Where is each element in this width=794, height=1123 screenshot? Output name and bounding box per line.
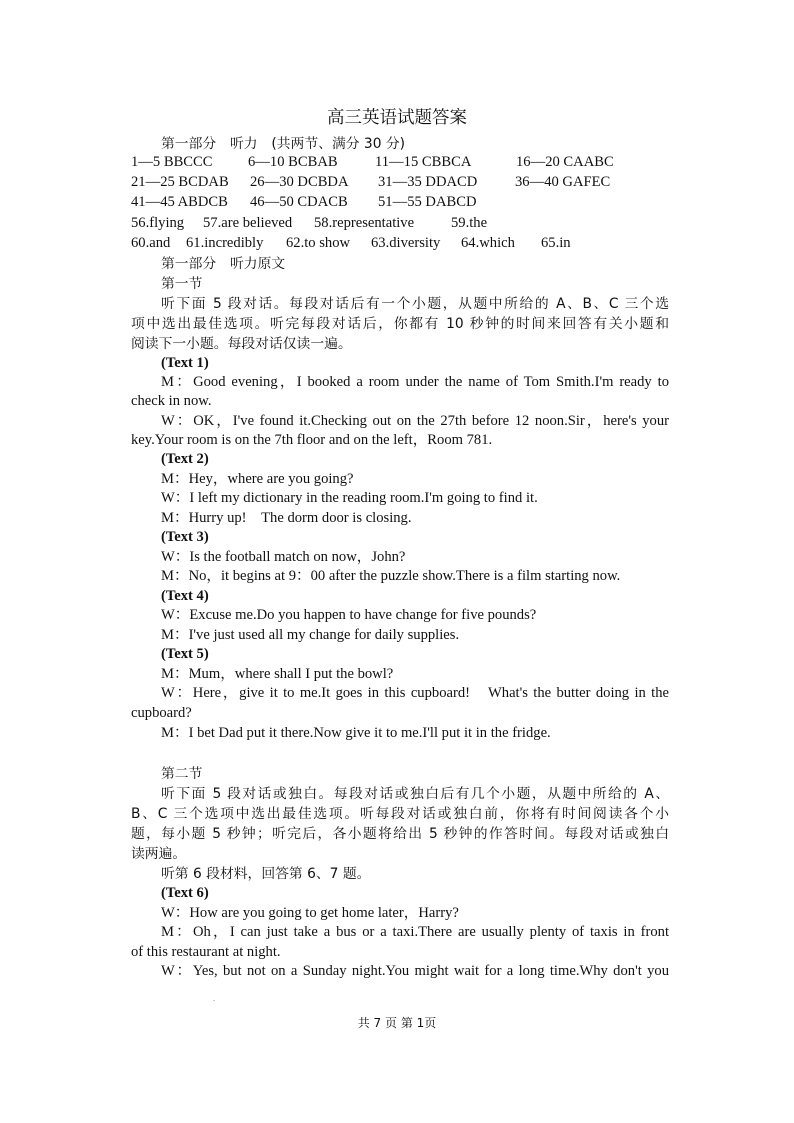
- dialogue-line: W：OK，I've found it.Checking out on the 27th before 12 noon.Sir，here's your: [161, 413, 669, 429]
- dialogue-line: W：Yes, but not on a Sunday night.You might wait for a long time.Why don't you: [161, 963, 669, 979]
- answer-group: 21—25 BCDAB: [131, 174, 229, 190]
- document-title: 高三英语试题答案: [327, 108, 467, 128]
- text-label: (Text 6): [161, 885, 209, 901]
- transcript-heading: 第一部分 听力原文: [161, 256, 286, 272]
- answer-group: 36—40 GAFEC: [515, 174, 611, 190]
- dialogue-line: M：Hey，where are you going?: [161, 471, 354, 487]
- answer-group: 31—35 DDACD: [378, 174, 478, 190]
- dialogue-line: cupboard?: [131, 705, 192, 721]
- instruction-line: 听下面 5 段对话。每段对话后有一个小题，从题中所给的 A、B、C 三个选: [161, 296, 669, 312]
- instruction-line: B、C 三个选项中选出最佳选项。听每段对话或独白前，你将有时间阅读各个小: [131, 806, 669, 822]
- dialogue-line: M：I've just used all my change for daily supplies.: [161, 627, 460, 643]
- dialogue-line: key.Your room is on the 7th floor and on the left，Room 781.: [131, 432, 493, 448]
- answer-group: 6—10 BCBAB: [248, 154, 338, 170]
- dialogue-line: M：Oh，I can just take a bus or a taxi.There are usually plenty of taxis in front: [161, 924, 669, 940]
- dialogue-line: M：Hurry up! The dorm door is closing.: [161, 510, 412, 526]
- dialogue-line: M：No，it begins at 9：00 after the puzzle show.There is a film starting now.: [161, 568, 621, 584]
- instruction-line: 题，每小题 5 秒钟；听完后，各小题将给出 5 秒钟的作答时间。每段对话或独白: [131, 826, 669, 842]
- answer-item: 62.to show: [286, 235, 351, 251]
- text-label: (Text 5): [161, 646, 209, 662]
- part1-heading: 第一节: [161, 276, 203, 292]
- instruction-line: 阅读下一小题。每段对话仅读一遍。: [131, 336, 352, 352]
- instruction-line: 读两遍。: [131, 846, 187, 862]
- dialogue-line: W：How are you going to get home later，Harry?: [161, 905, 459, 921]
- answer-item: 59.the: [451, 215, 488, 231]
- text-label: (Text 1): [161, 355, 209, 371]
- answer-item: 57.are believed: [203, 215, 293, 231]
- instruction-line: 听下面 5 段对话或独白。每段对话或独白后有几个小题，从题中所给的 A、: [161, 786, 669, 802]
- instruction-line: 项中选出最佳选项。听完每段对话后，你都有 10 秒钟的时间来回答有关小题和: [131, 316, 669, 332]
- answer-item: 61.incredibly: [186, 235, 264, 251]
- answer-group: 51—55 DABCD: [378, 194, 477, 210]
- answer-item: 64.which: [461, 235, 515, 251]
- answer-item: 58.representative: [314, 215, 415, 231]
- answer-group: 26—30 DCBDA: [250, 174, 349, 190]
- page-footer: 共 7 页 第 1页: [357, 1016, 437, 1030]
- answer-item: 60.and: [131, 235, 171, 251]
- dialogue-line: W：Excuse me.Do you happen to have change for five pounds?: [161, 607, 537, 623]
- answer-item: 63.diversity: [371, 235, 441, 251]
- part2-heading: 第二节: [161, 766, 203, 782]
- dialogue-line: M：I bet Dad put it there.Now give it to me.I'll put it in the fridge.: [161, 725, 551, 741]
- answer-group: 46—50 CDACB: [250, 194, 348, 210]
- text-label: (Text 4): [161, 588, 209, 604]
- answer-group: 16—20 CAABC: [516, 154, 614, 170]
- answer-item: 56.flying: [131, 215, 185, 231]
- dialogue-line: W：Is the football match on now，John?: [161, 549, 406, 565]
- answer-group: 1—5 BBCCC: [131, 154, 213, 170]
- text-label: (Text 3): [161, 529, 209, 545]
- dialogue-line: of this restaurant at night.: [131, 944, 281, 960]
- answer-item: 65.in: [541, 235, 571, 251]
- answer-group: 41—45 ABDCB: [131, 194, 228, 210]
- dialogue-line: M：Mum，where shall I put the bowl?: [161, 666, 394, 682]
- dialogue-line: W：I left my dictionary in the reading room.I'm going to find it.: [161, 490, 538, 506]
- material-note: 听第 6 段材料，回答第 6、7 题。: [161, 866, 371, 882]
- text-label: (Text 2): [161, 451, 209, 467]
- dialogue-line: check in now.: [131, 393, 212, 409]
- answer-group: 11—15 CBBCA: [375, 154, 472, 170]
- dialogue-line: W：Here，give it to me.It goes in this cupboard! What's the butter doing in the: [161, 685, 669, 701]
- stray-mark: .: [213, 994, 215, 1003]
- section-heading: 第一部分 听力 (共两节、满分 30 分): [161, 136, 406, 152]
- dialogue-line: M：Good evening，I booked a room under the name of Tom Smith.I'm ready to: [161, 374, 669, 390]
